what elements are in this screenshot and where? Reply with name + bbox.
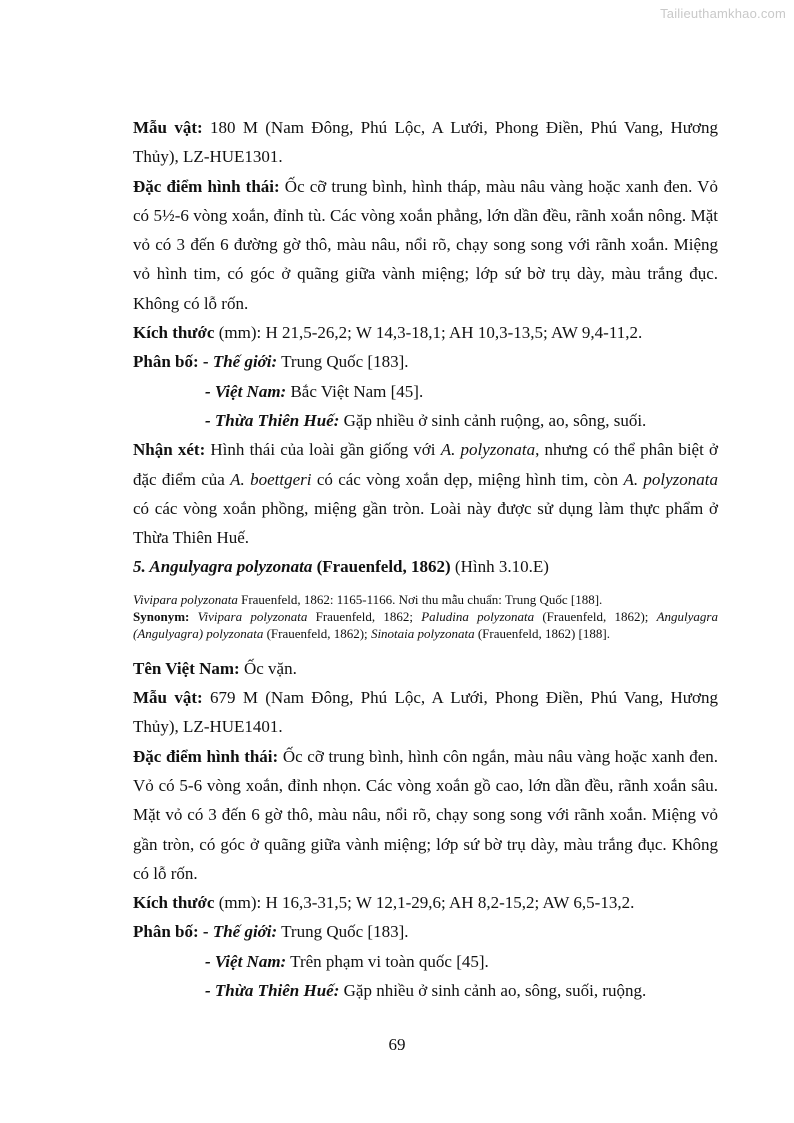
s1-distribution-vietnam <box>133 377 718 406</box>
label: Tên Việt Nam: <box>133 658 240 678</box>
text: (Frauenfeld, 1862) [188]. <box>474 625 610 641</box>
page-number: 69 <box>388 1035 406 1054</box>
label: - Việt Nam: <box>205 381 287 401</box>
text: Trung Quốc [183]. <box>277 922 409 942</box>
text: 679 M (Nam Đông, Phú Lộc, A Lưới, Phong Điền, Phú Vang, Hương Thủy), LZ-HUE1401. <box>133 688 718 737</box>
text: Hình thái của loài gần giống với <box>205 440 441 460</box>
page-content <box>133 113 718 1005</box>
label: Synonym: <box>133 608 190 624</box>
species-name: Angulyagra (Angulyagra) polyzonata <box>133 608 718 641</box>
label: Kích thước <box>133 323 215 343</box>
s2-vietnamese-name <box>133 654 718 683</box>
label: Kích thước <box>133 893 215 913</box>
heading-figure-ref: (Hình 3.10.E) <box>450 557 549 577</box>
text: , nhưng có thể phân biệt ở đặc điểm của <box>133 440 718 489</box>
label: - Việt Nam: <box>205 951 287 971</box>
s1-specimen <box>133 113 718 172</box>
watermark: Tailieuthamkhao.com <box>660 6 786 21</box>
text: (Frauenfeld, 1862); <box>534 608 657 624</box>
label: - Thừa Thiên Huế: <box>205 981 340 1001</box>
text: Gặp nhiều ở sinh cảnh ruộng, ao, sông, suối. <box>339 410 647 430</box>
text: 180 M (Nam Đông, Phú Lộc, A Lưới, Phong Điền, Phú Vang, Hương Thủy), LZ-HUE1301. <box>133 118 718 167</box>
s2-distribution-hue <box>133 976 718 1005</box>
species-name: A. polyzonata <box>440 440 536 460</box>
species-heading <box>133 552 718 581</box>
species-name: A. polyzonata <box>623 469 719 489</box>
text: Ốc vặn. <box>239 658 297 678</box>
species-name: A. boettgeri <box>230 469 312 489</box>
original-description <box>133 591 718 608</box>
label: Đặc điểm hình thái: <box>133 176 280 196</box>
label: Đặc điểm hình thái: <box>133 746 279 766</box>
s1-remark <box>133 435 718 552</box>
text: Trung Quốc [183]. <box>277 352 409 372</box>
s2-distribution-world <box>133 917 718 946</box>
s2-morphology <box>133 742 718 888</box>
species-name: Sinotaia polyzonata <box>370 625 475 641</box>
text: (mm): H 21,5-26,2; W 14,3-18,1; AH 10,3-13,5; AW 9,4-11,2. <box>214 323 643 343</box>
s2-size <box>133 888 718 917</box>
heading-number: 5. <box>133 557 150 577</box>
label: Mẫu vật: <box>133 118 203 137</box>
text: Ốc cỡ trung bình, hình tháp, màu nâu vàng hoặc xanh đen. Vỏ có 5½-6 vòng xoắn, đỉnh tù. Các vòng xoắn phẳng, lớn dần đều, rãnh xoắn nông. Mặt vỏ có 3 đến 6 đường gờ thô, màu nâu, nổi rõ, chạy song song với rãnh xoắn. Miệng vỏ hình tim, có góc ở quãng giữa vành miệng; lớp sứ bờ trụ dày, màu trắng đục. Không có lỗ rốn. <box>133 176 719 313</box>
label: Phân bố: - <box>133 352 213 372</box>
label: Phân bố: - <box>133 922 213 942</box>
text: Frauenfeld, 1862: 1165-1166. Nơi thu mẫu chuẩn: Trung Quốc [188]. <box>237 591 603 607</box>
text: có các vòng xoắn phồng, miệng gần tròn. Loài này được sử dụng làm thực phẩm ở Thừa Thiên Huế. <box>133 498 718 548</box>
text: Frauenfeld, 1862; <box>307 608 422 624</box>
s1-size <box>133 318 718 347</box>
text: (Frauenfeld, 1862); <box>263 625 371 641</box>
text: Gặp nhiều ở sinh cảnh ao, sông, suối, ruộng. <box>339 981 647 1001</box>
label: Thế giới: <box>212 922 278 942</box>
label: Nhận xét: <box>133 440 206 460</box>
species-name: Vivipara polyzonata <box>133 591 238 607</box>
synonym-block <box>133 591 718 642</box>
species-name: Vivipara polyzonata <box>197 608 308 624</box>
text: Trên phạm vi toàn quốc [45]. <box>286 951 489 971</box>
heading-author: (Frauenfeld, 1862) <box>312 557 451 577</box>
text: (mm): H 16,3-31,5; W 12,1-29,6; AH 8,2-15,2; AW 6,5-13,2. <box>214 893 635 913</box>
text: Ốc cỡ trung bình, hình côn ngắn, màu nâu vàng hoặc xanh đen. Vỏ có 5-6 vòng xoắn, đỉnh nhọn. Các vòng xoắn gồ cao, lớn dần đều, rãnh xoắn sâu. Mặt vỏ có 3 đến 6 gờ thô, màu nâu, nổi rõ, chạy song song với rãnh xoắn. Miệng vỏ gần tròn, có góc ở quãng giữa vành miệng; lớp sứ bờ trụ dày, màu trắng đục. Không có lỗ rốn. <box>133 746 718 883</box>
label: Mẫu vật: <box>133 688 203 708</box>
s2-specimen <box>133 683 718 742</box>
text: Bắc Việt Nam [45]. <box>286 381 424 401</box>
s2-distribution-vietnam <box>133 947 718 976</box>
text: có các vòng xoắn dẹp, miệng hình tim, còn <box>311 469 624 489</box>
species-name: Paludina polyzonata <box>421 608 535 624</box>
s1-distribution-hue <box>133 406 718 435</box>
s1-distribution-world <box>133 347 718 376</box>
s1-morphology <box>133 172 718 318</box>
heading-species: Angulyagra polyzonata <box>149 557 313 577</box>
synonym-list <box>133 608 718 642</box>
label: - Thừa Thiên Huế: <box>205 410 340 430</box>
label: Thế giới: <box>212 352 278 372</box>
